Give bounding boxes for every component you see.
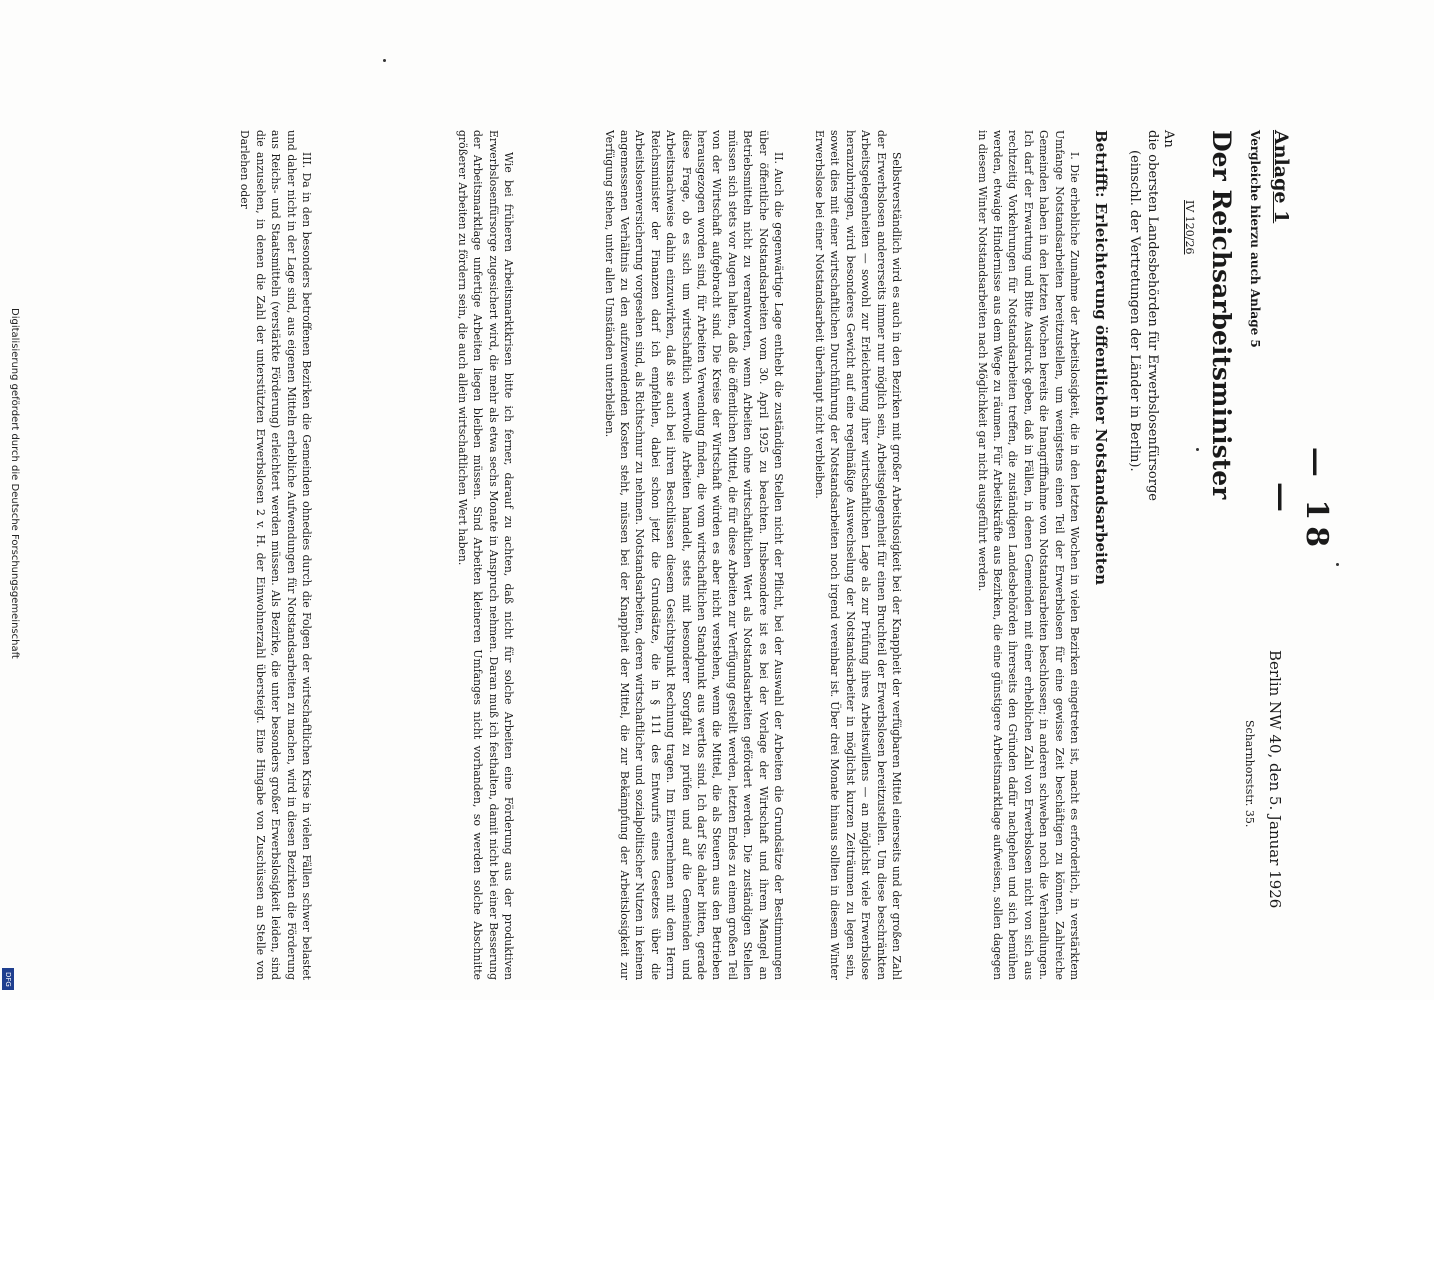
place-date: Berlin NW 40, den 5. Januar 1926 (1266, 650, 1284, 909)
paragraph-3 (516, 130, 786, 980)
file-reference: IV 120/26 (1183, 200, 1196, 255)
scan-speck (1196, 448, 1199, 451)
paragraph-5-text: III. Da in den besonders betroffenen Bezirken die Gemeinden ohnedies durch die Folgen der wirtschaftlichen Krise in vielen Fällen schwer belastet und daher nicht in der Lage sind, aus eigenen Mitteln erhebliche Aufwendungen für Notstandsarbeiten zu machen, wird in diesen Bezirken die Förderung aus Reichs- und Staatsmitteln (verstärkte Förderung) erleichtert werden müssen. Als Bezirke, die unter besonders großer Erwerbslosigkeit leiden, sind die anzusehen, in denen die Zahl der unterstützten Erwerbslosen 2 v. H. der Einwohnerzahl übersteigt. Eine Hingabe von Zuschüssen an Stelle von Darlehen oder (238, 130, 313, 980)
scan-speck (1336, 563, 1339, 566)
paragraph-4 (386, 130, 516, 980)
cross-reference-note: Vergleiche hierzu auch Anlage 5 (1248, 130, 1262, 348)
paragraph-2-text: Selbstverständlich wird es auch in den Bezirken mit großer Arbeitslosigkeit bei der Knappheit der verfügbaren Mittel einerseits und der großen Zahl der Erwerbslosen andererseits immer nur möglich sein, Arbeitsgelegenheit für einen Bruchteil der Erwerbslosen bereitzustellen. Um diese beschränkten Arbeitsgelegenheiten — sowohl zur Erleichterung ihrer wirtschaftlichen Lage als zur Prüfung ihres Arbeitswillens — an möglichst viele Erwerbslose heranzubringen, wird besonderes Gewicht auf eine regelmäßige Auswechselung der Notstandsarbeiter in möglichst kurzen Zeiträumen zu legen sein, soweit dies mit einer wirtschaftlichen Durchführung der Notstandsarbeiten noch irgend vereinbar ist. Über drei Monate hinaus sollten in diesem Winter Erwerbslose bei einer Notstandsarbeit überhaupt nicht verbleiben. (812, 130, 903, 980)
paragraph-2 (794, 130, 904, 980)
anlage-heading: Anlage 1 (1270, 130, 1292, 224)
scan-speck (383, 59, 386, 62)
footer-strip (4, 308, 20, 1288)
paragraph-1 (904, 130, 1082, 980)
paragraph-3-text: II. Auch die gegenwärtige Lage enthebt die zuständigen Stellen nicht der Pflicht, bei der Auswahl der Arbeiten die Grundsätze der Bestimmungen über öffentliche Notstandsarbeiten vom 30. April 1925 zu beachten. Insbesondere ist es bei der Vorlage der Wirtschaft und ihrem Mangel an Betriebsmitteln nicht zu verantworten, wenn Arbeiten ohne wirtschaftlichen Wert als Notstandsarbeiten gefördert werden. Die zuständigen Stellen müssen sich stets vor Augen halten, daß die öffentlichen Mittel, die für diese Arbeiten zur Verfügung gestellt werden, letzten Endes zu einem großen Teil von der Wirtschaft aufgebracht sind. Die Kreise der Wirtschaft würden es aber nicht verstehen, wenn die Mittel, die als Steuern aus den Betrieben herausgezogen worden sind, für Arbeiten Verwendung finden, die vom wirtschaftlichen Standpunkt aus wertlos sind. Ich darf Sie daher bitten, gerade diese Frage, ob es sich um wirtschaftlich wertvolle Arbeiten handelt, stets mit besonderer Sorgfalt zu prüfen und auf die Gemeinden und Arbeitsnachweise dahin einzuwirken, daß sie auch bei ihren Beschlüssen diesem Gesichtspunkt Rechnung tragen. Im Einvernehmen mit dem Herrn Reichsminister der Finanzen darf ich empfehlen, dabei schon jetzt die Grundsätze, die in § 111 des Entwurfs eines Gesetzes über die Arbeitslosenversicherung vorgesehen sind, als Richtschnur zu nehmen. Notstandsarbeiten, deren wirtschaftlicher und sozialpolitischer Nutzen in keinem angemessenen Verhältnis zu den aufzuwendenden Kosten steht, müssen bei der Knappheit der Mittel, die zur Bekämpfung der Arbeitslosigkeit zur Verfügung stehen, unter allen Umständen unterbleiben. (602, 130, 785, 980)
paragraph-4-text: Wie bei früheren Arbeitsmarktkrisen bitte ich ferner, darauf zu achten, daß nicht für solche Arbeiten eine Förderung aus der produktiven Erwerbslosenfürsorge zugesichert wird, die mehr als etwa sechs Monate in Anspruch nehmen. Daran muß ich festhalten, damit nicht bei einer Besserung der Arbeitsmarktlage unfertige Arbeiten liegen bleiben müssen. Sind Arbeiten kleineren Umfanges nicht vorhanden, so werden solche Abschnitte größerer Arbeiten zu fördern sein, die auch allein wirtschaftlichen Wert haben. (455, 130, 515, 980)
page-number: — 18 — (1264, 446, 1334, 554)
paragraph-5 (189, 130, 314, 980)
address-line-2: (einschl. der Vertretungen der Länder in Berlin). (1127, 150, 1142, 472)
sender-title: Der Reichsarbeitsminister (1207, 130, 1236, 500)
address-an: An (1161, 130, 1176, 148)
address-line-1: die obersten Landesbehörden für Erwerbslosenfürsorge (1145, 130, 1160, 501)
dfg-logo: DFG (2, 968, 14, 990)
subject-line: Betrifft: Erleichterung öffentlicher Notstandsarbeiten (1092, 130, 1110, 586)
footer-credit: Digitalisierung gefördert durch die Deutsche Forschungsgemeinschaft (9, 308, 20, 659)
paragraph-1-text: I. Die erhebliche Zunahme der Arbeitslosigkeit, die in den letzten Wochen in vielen Bezirken eingetreten ist, macht es erforderlich, in verstärktem Umfange Notstandsarbeiten bereitzustellen, um wenigstens einen Teil der Erwerbslosen für eine gewisse Zeit beschäftigen zu können. Zahlreiche Gemeinden haben in den letzten Wochen bereits die Inangriffnahme von Notstandsarbeiten beschlossen; in anderen schweben noch die Verhandlungen. Ich darf der Erwartung und Bitte Ausdruck geben, daß in Fällen, in denen Gemeinden mit einer erheblichen Zahl von Erwerbslosen nicht von sich aus rechtzeitig Vorkehrungen für Notstandsarbeiten treffen, die zuständigen Landesbehörden ihrerseits den Gründen dafür nachgehen und sich bemühen werden, etwaige Hindernisse aus dem Wege zu räumen. Für Arbeitskräfte aus Bezirken, die eine günstigere Arbeitsmarktlage aufweisen, sollen dagegen in diesem Winter Notstandsarbeiten nach Möglichkeit gar nicht ausgeführt werden. (975, 130, 1081, 980)
street-address: Scharnhorststr. 35. (1243, 720, 1256, 828)
